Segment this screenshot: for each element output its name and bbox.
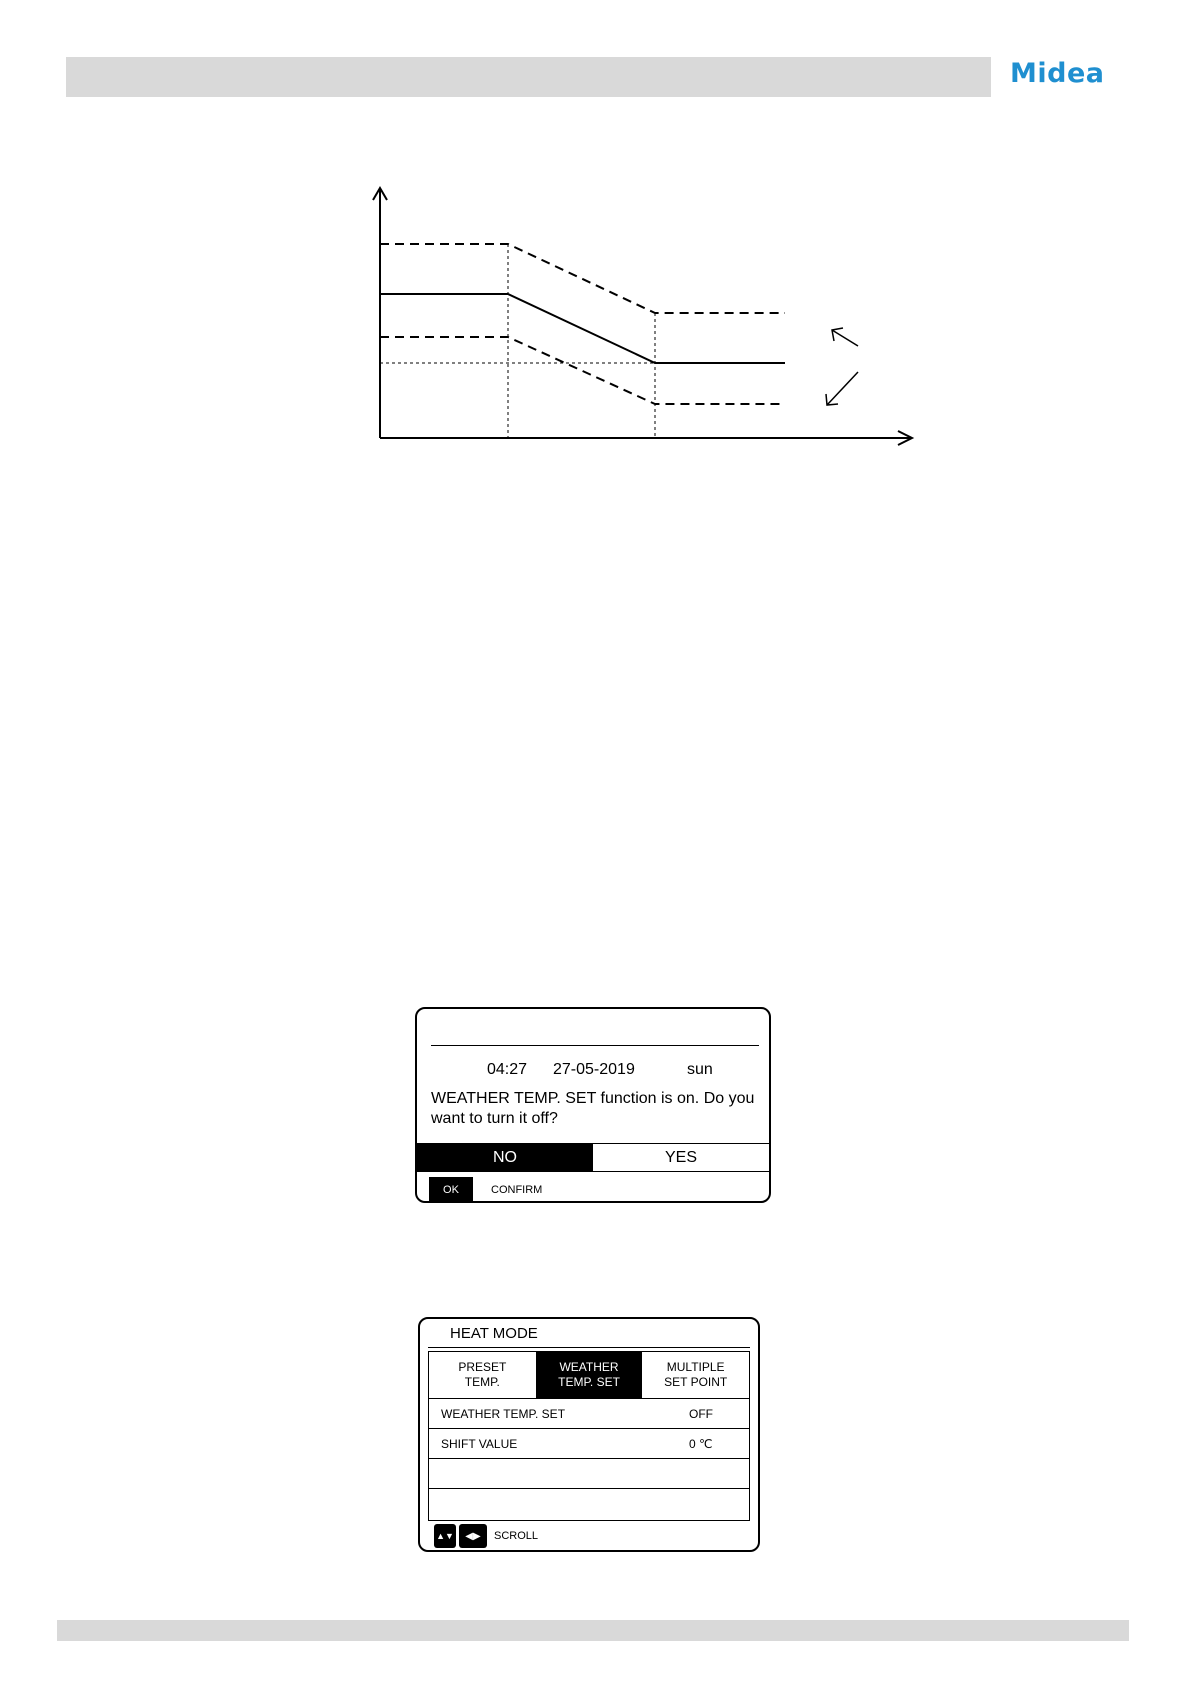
row-value: 0 ℃ bbox=[689, 1436, 713, 1451]
heat-mode-menu-screen bbox=[418, 1317, 760, 1552]
menu-panel bbox=[428, 1351, 750, 1521]
scroll-label: SCROLL bbox=[494, 1530, 539, 1542]
choice-row bbox=[417, 1143, 769, 1172]
menu-footer bbox=[434, 1524, 538, 1548]
header-divider bbox=[431, 1045, 759, 1046]
footer-bar bbox=[57, 1620, 1129, 1641]
base-curve bbox=[380, 294, 785, 363]
menu-title: HEAT MODE bbox=[450, 1325, 538, 1342]
lower-shifted-curve bbox=[380, 337, 785, 404]
menu-row-shift-value[interactable] bbox=[429, 1429, 749, 1459]
header-bar bbox=[66, 57, 991, 97]
row-value: OFF bbox=[689, 1406, 713, 1421]
dialog-footer bbox=[429, 1177, 542, 1203]
row-label: WEATHER TEMP. SET bbox=[441, 1406, 566, 1421]
axes bbox=[373, 188, 912, 445]
date: 27-05-2019 bbox=[553, 1061, 635, 1078]
yes-button[interactable]: YES bbox=[664, 1148, 697, 1166]
clock-time: 04:27 bbox=[487, 1061, 528, 1078]
upper-shifted-curve bbox=[380, 244, 785, 313]
tab-multiple-set-point[interactable]: MULTIPLE SET POINT bbox=[664, 1360, 728, 1389]
no-button[interactable]: NO bbox=[417, 1144, 593, 1171]
menu-row-empty bbox=[429, 1459, 749, 1489]
tab-weather-temp-set[interactable]: WEATHER TEMP. SET bbox=[536, 1352, 643, 1398]
confirm-label: CONFIRM bbox=[491, 1184, 543, 1196]
up-down-key-icon[interactable]: ▲▼ bbox=[434, 1524, 456, 1548]
menu-row-weather-temp-set[interactable] bbox=[429, 1399, 749, 1429]
weather-curve-diagram bbox=[360, 180, 920, 450]
left-right-key-icon[interactable]: ◀▶ bbox=[459, 1524, 487, 1548]
tab-preset-temp[interactable]: PRESET TEMP. bbox=[458, 1360, 507, 1389]
row-label: SHIFT VALUE bbox=[441, 1436, 518, 1451]
mode-tabs bbox=[429, 1352, 749, 1399]
shift-up-arrow bbox=[832, 328, 858, 346]
midea-logo: Midea bbox=[1010, 58, 1105, 89]
confirm-dialog-screen bbox=[415, 1007, 771, 1203]
weekday: sun bbox=[687, 1061, 713, 1078]
dialog-message: WEATHER TEMP. SET function is on. Do you want to turn it off? bbox=[431, 1090, 755, 1127]
title-divider bbox=[428, 1347, 750, 1348]
ok-key-icon[interactable]: OK bbox=[429, 1177, 473, 1203]
shift-down-arrow bbox=[826, 372, 858, 405]
menu-row-empty bbox=[429, 1489, 749, 1518]
